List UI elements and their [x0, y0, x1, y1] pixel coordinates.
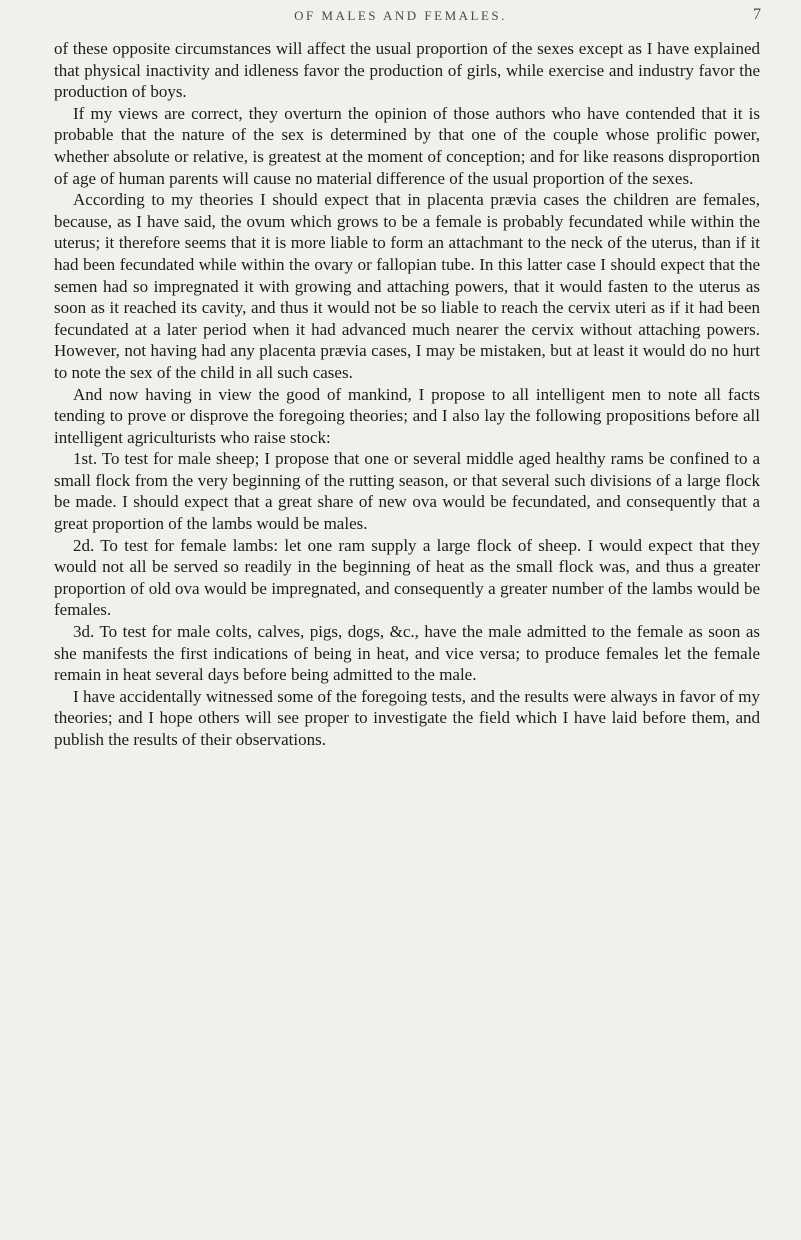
- running-head: [0, 8, 801, 28]
- paragraph: of these opposite circumstances will affect the usual proportion of the sexes except as I have explained that physical inactivity and idleness favor the production of girls, while exercise and industry favor the production of boys.: [54, 39, 760, 102]
- paragraph: 3d. To test for male colts, calves, pigs, dogs, &c., have the male admitted to the female as soon as she manifests the first indications of being in heat, and vice versa; to produce females let the female remain in heat several days before being admitted to the male.: [54, 622, 760, 685]
- paragraph: And now having in view the good of mankind, I propose to all intelligent men to note all facts tending to prove or disprove the foregoing theories; and I also lay the following propositions before all intelligent agriculturists who raise stock:: [54, 384, 760, 447]
- paragraph: 1st. To test for male sheep; I propose that one or several middle aged healthy rams be confined to a small flock from the very beginning of the rutting season, or that several such divisions of a large flock be made. I should expect that a great share of new ova would be fecundated, and consequently that a great proportion of the lambs would be males.: [54, 449, 760, 534]
- page-number: 7: [753, 6, 761, 23]
- running-title: OF MALES AND FEMALES.: [294, 8, 507, 23]
- paragraph: If my views are correct, they overturn the opinion of those authors who have contended that it is probable that the nature of the sex is determined by that one of the couple whose prolific power, whether absolute or relative, is greatest at the moment of conception; and for like reasons disproportion of age of human parents will cause no material difference of the usual proportion of the sexes.: [54, 103, 760, 188]
- paragraph: I have accidentally witnessed some of the foregoing tests, and the results were always in favor of my theories; and I hope others will see proper to investigate the field which I have laid before them, and publish the results of their observations.: [54, 686, 760, 749]
- paragraph: According to my theories I should expect that in placenta prævia cases the children are females, because, as I have said, the ovum which grows to be a female is probably fecundated while within the uterus; it therefore seems that it is more liable to form an attachmant to the neck of the uterus, than if it had been fecundated while within the ovary or fallopian tube. In this latter case I should expect that the semen had so impregnated it with growing and attaching powers, that it would fasten to the uterus as soon as it reached its cavity, and thus it would not be so liable to reach the cervix uteri as if it had been fecundated at a later period when it had advanced much nearer the cervix without attaching powers. However, not having had any placenta prævia cases, I may be mistaken, but at least it would do no hurt to note the sex of the child in all such cases.: [54, 190, 760, 382]
- paragraph: 2d. To test for female lambs: let one ram supply a large flock of sheep. I would expect that they would not all be served so readily in the beginning of heat as the small flock was, and thus a greater proportion of old ova would be impregnated, and consequently a greater number of the lambs would be females.: [54, 535, 760, 620]
- body-text: [54, 38, 760, 751]
